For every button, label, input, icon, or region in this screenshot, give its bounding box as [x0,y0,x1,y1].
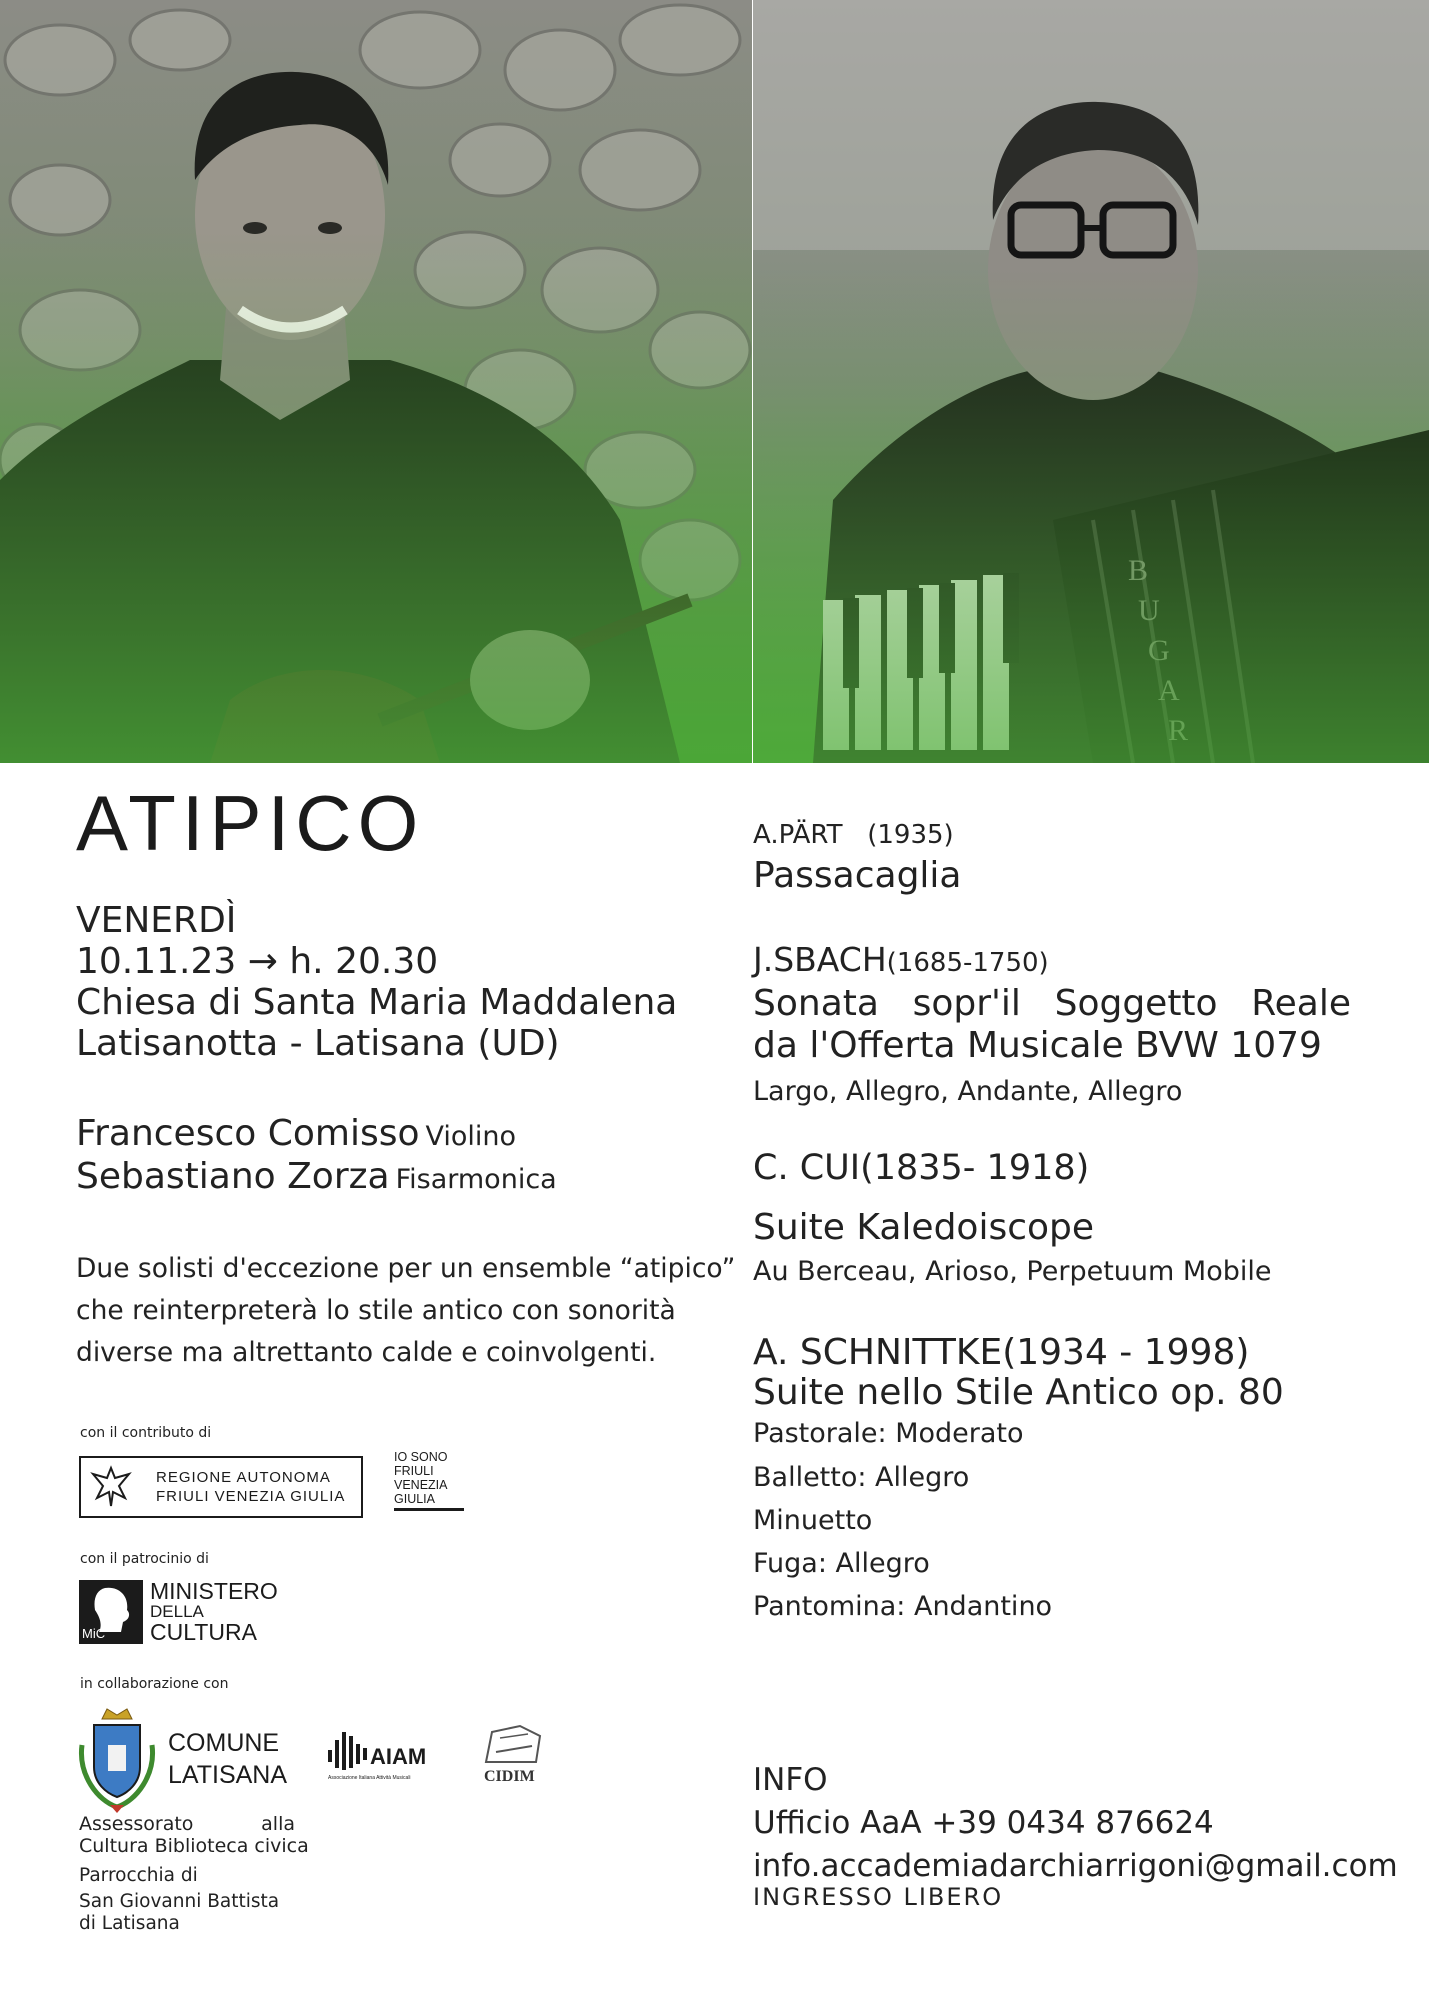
info-heading: INFO [753,1762,828,1798]
ministero-line: MINISTERO [150,1578,278,1604]
info-phone: Ufficio AaA +39 0434 876624 [753,1805,1214,1841]
mic-mark [79,1580,143,1644]
parrocchia-line: di Latisana [79,1913,180,1934]
io-sono-line: FRIULI [394,1464,434,1478]
info-email[interactable]: info.accademiadarchiarrigoni@gmail.com [753,1848,1398,1884]
ministero-line: CULTURA [150,1619,257,1645]
performer-1 [76,1113,516,1157]
assessorato-line: Assessorato alla [79,1813,295,1835]
io-sono-line: GIULIA [394,1492,435,1506]
cidim-logo [480,1722,550,1792]
regione-line1: REGIONE AUTONOMA [156,1469,331,1486]
program-schnittke-work: Suite nello Stile Antico op. 80 [753,1372,1284,1413]
program-cui-movements: Au Berceau, Arioso, Perpetuum Mobile [753,1256,1272,1287]
event-description: Due solisti d'eccezione per un ensemble “atipico” che reinterpreterà lo stile antico con sonorità diverse ma altrettanto calde e coinvolgenti. [76,1253,736,1368]
aiam-bars-icon [328,1730,368,1772]
violinist-photo [0,0,752,763]
performer-role: Fisarmonica [395,1164,557,1195]
performer-name: Sebastiano Zorza [76,1156,390,1197]
program-part-composer [753,820,954,850]
io-sono-line: VENEZIA [394,1478,448,1492]
composer-name: A.PÄRT [753,820,843,850]
accordionist-photo [753,0,1429,763]
contributo-label: con il contributo di [80,1425,212,1441]
event-datetime: 10.11.23 → h. 20.30 [76,941,439,982]
program-cui-work: Suite Kaledoiscope [753,1207,1095,1248]
program-movement: Pastorale: Moderato [753,1418,1024,1449]
parrocchia-line: San Giovanni Battista [79,1891,280,1912]
cidim-text: CIDIM [484,1768,535,1785]
event-venue: Chiesa di Santa Maria Maddalena [76,982,678,1023]
composer-years: (1685-1750) [886,948,1049,978]
collaborazione-label: in collaborazione con [80,1676,229,1692]
program-movement: Minuetto [753,1505,873,1536]
patrocinio-label: con il patrocinio di [80,1551,209,1567]
comune-line: LATISANA [168,1761,288,1789]
parrocchia-block [79,1865,279,1935]
event-day: VENERDÌ [76,900,237,941]
program-bach-work-line1: Sonata sopr'il Soggetto Reale [753,983,1351,1024]
program-movement: Balletto: Allegro [753,1462,970,1493]
composer-name: J.SBACH [753,940,887,979]
program-bach-work-line2: da l'Offerta Musicale BVW 1079 [753,1025,1322,1066]
assessorato-block [79,1813,309,1857]
info-entry: INGRESSO LIBERO [753,1883,1004,1911]
aiam-subtext: Associazione Italiana Attività Musicali [328,1775,411,1781]
event-title: ATIPICO [76,779,425,867]
assessorato-line: Cultura Biblioteca civica [79,1835,309,1857]
aiam-text: AIAM [370,1744,427,1769]
performer-2 [76,1156,557,1200]
regione-line2: FRIULI VENEZIA GIULIA [156,1488,346,1505]
regione-fvg-logo [79,1456,363,1518]
eagle-icon [89,1464,133,1510]
program-bach-composer [753,940,1049,979]
mic-text: MiC [82,1626,106,1641]
program-bach-movements: Largo, Allegro, Andante, Allegro [753,1076,1183,1107]
io-sono-fvg-logo [394,1450,464,1511]
composer-years: (1935) [867,820,954,850]
event-place: Latisanotta - Latisana (UD) [76,1023,560,1064]
program-movement: Fuga: Allegro [753,1548,930,1579]
aiam-logo [328,1730,440,1790]
piano-icon [480,1722,550,1768]
performer-role: Violino [425,1121,517,1152]
io-sono-line: IO SONO [394,1450,448,1464]
ministero-line: DELLA [150,1602,204,1621]
ministero-cultura-logo [79,1580,289,1646]
program-movement: Pantomina: Andantino [753,1591,1053,1622]
comune-line: COMUNE [168,1729,280,1757]
parrocchia-line: Parrocchia di [79,1865,198,1886]
performer-name: Francesco Comisso [76,1113,420,1154]
comune-latisana-logo [168,1727,287,1791]
latisana-crest-icon [72,1705,162,1815]
program-part-work: Passacaglia [753,855,962,896]
program-schnittke-composer: A. SCHNITTKE(1934 - 1998) [753,1332,1250,1373]
program-cui-composer: C. CUI(1835- 1918) [753,1148,1090,1188]
